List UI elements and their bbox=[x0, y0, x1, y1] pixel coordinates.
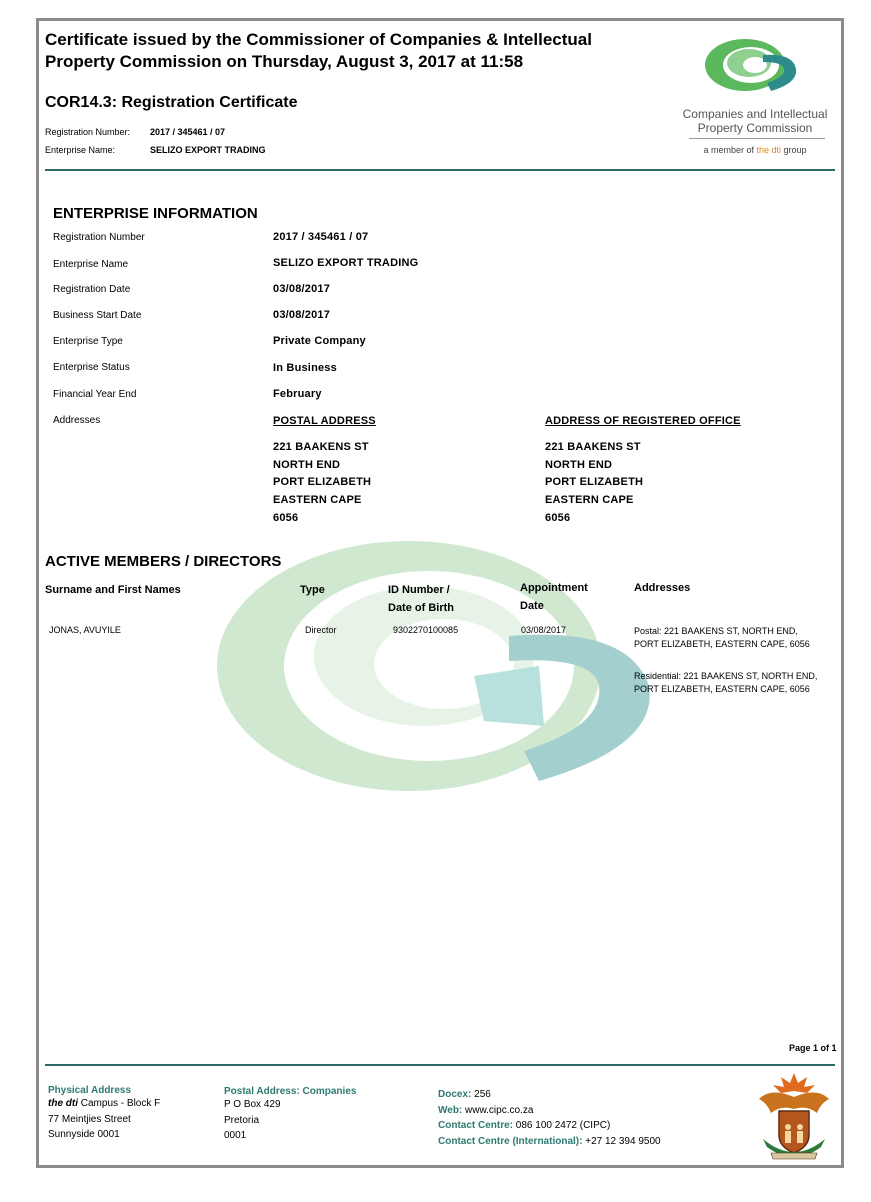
members-section-title: ACTIVE MEMBERS / DIRECTORS bbox=[45, 553, 282, 570]
issued-line-1: Certificate issued by the Commissioner of Companies & Intellectual bbox=[45, 30, 592, 49]
field-label: Registration Number bbox=[53, 232, 145, 243]
field-label: Enterprise Type bbox=[53, 336, 123, 347]
physical-line-2: 77 Meintjies Street bbox=[48, 1113, 131, 1125]
logo-divider bbox=[689, 138, 825, 139]
postal-address-heading: POSTAL ADDRESS bbox=[273, 415, 376, 427]
address-line: 6056 bbox=[273, 511, 299, 524]
column-header-addresses: Addresses bbox=[634, 582, 691, 594]
field-label: Enterprise Status bbox=[53, 362, 130, 373]
column-header-name: Surname and First Names bbox=[45, 584, 181, 596]
web-line bbox=[438, 1103, 661, 1119]
field-value: 03/08/2017 bbox=[273, 309, 331, 321]
logo-text-line-1: Companies and Intellectual bbox=[682, 107, 828, 121]
header-name-label: Enterprise Name: bbox=[45, 145, 116, 155]
logo-tag-suffix: group bbox=[781, 145, 807, 155]
field-label: Business Start Date bbox=[53, 310, 142, 321]
column-header-type: Type bbox=[300, 584, 325, 596]
docex-value: 256 bbox=[471, 1089, 491, 1100]
footer-rule bbox=[45, 1064, 835, 1066]
document-title: COR14.3: Registration Certificate bbox=[45, 94, 298, 111]
docex-key: Docex: bbox=[438, 1089, 472, 1100]
footer-physical-address bbox=[48, 1085, 160, 1143]
address-line: NORTH END bbox=[545, 458, 613, 471]
contact-centre-intl-value: +27 12 394 9500 bbox=[582, 1135, 661, 1147]
postal-line-1: P O Box 429 bbox=[224, 1099, 281, 1110]
page-number: Page 1 of 1 bbox=[789, 1043, 837, 1053]
column-header-appointment-line-2: Date bbox=[520, 600, 544, 612]
web-key: Web: bbox=[438, 1104, 463, 1116]
column-header-appointment-line-1: Appointment bbox=[520, 582, 588, 594]
header-reg-label: Registration Number: bbox=[45, 127, 131, 137]
logo-tagline bbox=[675, 145, 835, 155]
address-line: PORT ELIZABETH bbox=[545, 476, 644, 489]
header-name-value: SELIZO EXPORT TRADING bbox=[150, 145, 266, 155]
physical-line-3: Sunnyside 0001 bbox=[48, 1129, 120, 1140]
column-header-id bbox=[388, 581, 454, 617]
web-value[interactable]: www.cipc.co.za bbox=[462, 1104, 534, 1116]
field-value: February bbox=[273, 388, 322, 400]
member-postal-address: Postal: 221 BAAKENS ST, NORTH END, PORT ELIZABETH, EASTERN CAPE, 6056 bbox=[634, 626, 810, 649]
field-value: 03/08/2017 bbox=[273, 283, 331, 295]
footer-postal-address bbox=[224, 1086, 356, 1144]
physical-line-1 bbox=[48, 1096, 160, 1112]
contact-centre-value: 086 100 2472 (CIPC) bbox=[513, 1120, 611, 1131]
contact-centre-line bbox=[438, 1118, 661, 1134]
cipc-logo-icon bbox=[701, 31, 801, 101]
certificate-issued-heading bbox=[45, 29, 645, 73]
member-id: 9302270100085 bbox=[393, 625, 459, 635]
footer-contact bbox=[438, 1087, 661, 1149]
registered-address-block bbox=[545, 439, 643, 528]
contact-centre-intl-key: Contact Centre (International): bbox=[438, 1135, 583, 1147]
issued-line-2: Property Commission on Thursday, August 3, 2017 at 11:58 bbox=[45, 52, 524, 71]
member-type: Director bbox=[305, 625, 337, 635]
enterprise-section-title: ENTERPRISE INFORMATION bbox=[53, 205, 258, 222]
address-line: 6056 bbox=[545, 511, 571, 524]
address-line: EASTERN CAPE bbox=[273, 494, 362, 507]
logo-text-line-2: Property Commission bbox=[697, 121, 813, 135]
registered-address-heading: ADDRESS OF REGISTERED OFFICE bbox=[545, 415, 741, 427]
postal-line-3: 0001 bbox=[224, 1130, 247, 1141]
field-label: Financial Year End bbox=[53, 389, 137, 400]
postal-address-block bbox=[273, 439, 371, 528]
certificate-page bbox=[36, 18, 844, 1168]
field-label: Enterprise Name bbox=[53, 259, 129, 270]
field-value: Private Company bbox=[273, 335, 366, 347]
address-line: EASTERN CAPE bbox=[545, 494, 634, 507]
address-line: NORTH END bbox=[273, 458, 341, 471]
field-value: 2017 / 345461 / 07 bbox=[273, 231, 369, 243]
column-header-id-line-1: ID Number / bbox=[388, 584, 450, 596]
postal-line-2: Pretoria bbox=[224, 1114, 260, 1126]
header-reg-value: 2017 / 345461 / 07 bbox=[150, 127, 226, 137]
logo-tag-org: the dti bbox=[756, 145, 782, 155]
physical-heading: Physical Address bbox=[48, 1085, 132, 1096]
member-residential-address: Residential: 221 BAAKENS ST, NORTH END, PORT ELIZABETH, EASTERN CAPE, 6056 bbox=[634, 671, 818, 694]
address-line: 221 BAAKENS ST bbox=[545, 441, 641, 453]
field-value: In Business bbox=[273, 362, 337, 374]
logo-tag-prefix: a member of bbox=[703, 145, 757, 155]
postal-heading: Postal Address: Companies bbox=[224, 1086, 357, 1097]
field-value: SELIZO EXPORT TRADING bbox=[273, 257, 419, 269]
physical-campus: Campus - Block F bbox=[78, 1098, 161, 1109]
addresses-label: Addresses bbox=[53, 415, 101, 426]
coat-of-arms-icon bbox=[751, 1069, 837, 1163]
address-line: PORT ELIZABETH bbox=[273, 476, 372, 489]
member-name: JONAS, AVUYILE bbox=[49, 625, 121, 635]
docex-line bbox=[438, 1087, 661, 1103]
physical-org: the dti bbox=[48, 1098, 78, 1109]
column-header-appointment bbox=[520, 579, 588, 615]
field-label: Registration Date bbox=[53, 284, 131, 295]
header-rule bbox=[45, 169, 835, 171]
address-line: 221 BAAKENS ST bbox=[273, 441, 369, 453]
contact-centre-key: Contact Centre: bbox=[438, 1120, 514, 1131]
column-header-id-line-2: Date of Birth bbox=[388, 602, 454, 614]
member-appointment: 03/08/2017 bbox=[521, 625, 567, 635]
contact-centre-intl-line bbox=[438, 1134, 661, 1150]
